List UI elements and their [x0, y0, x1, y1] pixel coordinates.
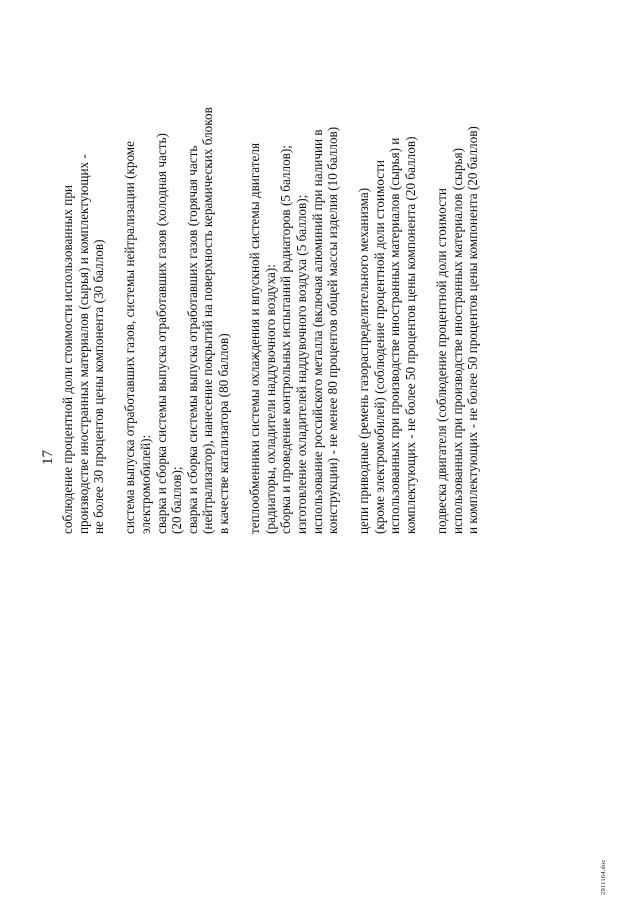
text-line: сварка и сборка системы выпуска отработавших газов (горячая часть — [184, 145, 200, 534]
text-line: теплообменники системы охлаждения и впускной системы двигателя — [247, 142, 263, 534]
text-line: (нейтрализатор), нанесение покрытий на поверхность керамических блоков — [200, 107, 216, 534]
text-line: конструкции) - не менее 80 процентов общей массы изделия (10 баллов) — [325, 126, 341, 534]
text-line: подвеска двигателя (соблюдение процентной доли стоимости — [434, 188, 450, 534]
text-line: производстве иностранных материалов (сырья) и комплектующих - — [75, 154, 91, 534]
text-line: (кроме электромобилей) (соблюдение процентной доли стоимости — [371, 160, 387, 534]
text-line: электромобилей): — [137, 434, 153, 534]
text-line: (радиаторы, охладители наддувочного воздуха): — [262, 264, 278, 534]
text-line: не более 30 процентов цены компонента (30 баллов) — [91, 239, 107, 534]
text-body — [60, 14, 497, 534]
page-number: 17 — [40, 450, 56, 465]
paragraph-block — [356, 14, 418, 534]
text-line: в качестве катализатора (80 баллов) — [215, 333, 231, 534]
text-line: соблюдение процентной доли стоимости использованных при — [60, 185, 75, 534]
text-line: использование российского металла (включая алюминий при наличии в — [309, 129, 325, 534]
text-line: комплектующих - не более 50 процентов цены компонента (20 баллов) — [403, 136, 419, 534]
text-line: и комплектующих - не более 50 процентов цены компонента (20 баллов) — [465, 126, 481, 534]
text-line: использованных при производстве иностранных материалов (сырья) — [449, 148, 465, 534]
paragraph-block — [122, 14, 231, 534]
paragraph-block — [434, 14, 481, 534]
text-line: сборка и проведение контрольных испытаний радиаторов (5 баллов); — [278, 145, 294, 534]
text-line: (20 баллов); — [169, 466, 185, 534]
text-line: изготовление охладителей наддувочного воздуха (5 баллов); — [293, 194, 309, 534]
text-line: сварка и сборка системы выпуска отработавших газов (холодная часть) — [153, 133, 169, 534]
text-line: цепи приводные (ремень газораспределительного механизма) — [356, 187, 372, 534]
text-line: использованных при производстве иностранных материалов (сырья) и — [387, 137, 403, 534]
paragraph-block — [247, 14, 341, 534]
footer-document-code: 2911164.doc — [600, 859, 607, 895]
paragraph-block — [60, 14, 107, 534]
text-line: система выпуска отработавших газов, системы нейтрализации (кроме — [122, 140, 138, 534]
